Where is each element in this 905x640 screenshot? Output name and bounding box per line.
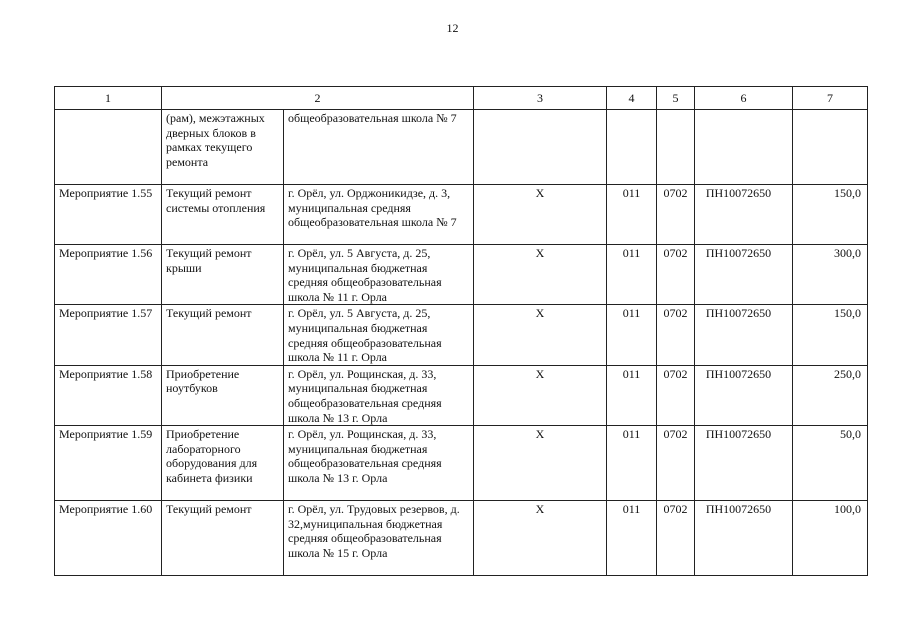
cell-col4 xyxy=(607,110,657,185)
cell-col3: Х xyxy=(474,501,607,576)
cell-col3: Х xyxy=(474,185,607,245)
header-col-2: 2 xyxy=(162,87,474,110)
cell-col4: 011 xyxy=(607,185,657,245)
header-col-5: 5 xyxy=(657,87,695,110)
cell-col6 xyxy=(695,110,793,185)
table-row xyxy=(55,305,868,365)
cell-col7: 50,0 xyxy=(793,426,868,501)
table-row xyxy=(55,110,868,185)
table-row xyxy=(55,365,868,425)
cell-col3: Х xyxy=(474,305,607,365)
cell-address: г. Орёл, ул. Рощинская, д. 33, муниципальная бюджетная общеобразовательная средняя школа № 13 г. Орла xyxy=(284,365,474,425)
cell-col7: 150,0 xyxy=(793,305,868,365)
header-col-7: 7 xyxy=(793,87,868,110)
cell-col3 xyxy=(474,110,607,185)
cell-col5: 0702 xyxy=(657,185,695,245)
cell-address: г. Орёл, ул. Орджоникидзе, д. 3, муниципальная средняя общеобразовательная школа № 7 xyxy=(284,185,474,245)
cell-description: Текущий ремонт xyxy=(162,305,284,365)
cell-col3: Х xyxy=(474,426,607,501)
header-col-3: 3 xyxy=(474,87,607,110)
cell-event: Мероприятие 1.60 xyxy=(55,501,162,576)
cell-description: Текущий ремонт системы отопления xyxy=(162,185,284,245)
table-row xyxy=(55,426,868,501)
cell-col7: 100,0 xyxy=(793,501,868,576)
cell-col5: 0702 xyxy=(657,501,695,576)
cell-description: Приобретение ноутбуков xyxy=(162,365,284,425)
header-col-6: 6 xyxy=(695,87,793,110)
header-row xyxy=(55,87,868,110)
cell-col4: 011 xyxy=(607,426,657,501)
cell-col4: 011 xyxy=(607,245,657,305)
cell-description: Приобретение лабораторного оборудования для кабинета физики xyxy=(162,426,284,501)
cell-address: общеобразовательная школа № 7 xyxy=(284,110,474,185)
page-number: 12 xyxy=(446,21,459,35)
cell-col7: 250,0 xyxy=(793,365,868,425)
cell-col7: 300,0 xyxy=(793,245,868,305)
cell-col3: Х xyxy=(474,245,607,305)
cell-address: г. Орёл, ул. 5 Августа, д. 25, муниципальная бюджетная средняя общеобразовательная школа № 11 г. Орла xyxy=(284,305,474,365)
cell-event: Мероприятие 1.57 xyxy=(55,305,162,365)
cell-col7: 150,0 xyxy=(793,185,868,245)
cell-event: Мероприятие 1.58 xyxy=(55,365,162,425)
cell-col4: 011 xyxy=(607,501,657,576)
table-row xyxy=(55,185,868,245)
cell-address: г. Орёл, ул. Рощинская, д. 33, муниципальная бюджетная общеобразовательная средняя школа № 13 г. Орла xyxy=(284,426,474,501)
cell-col4: 011 xyxy=(607,365,657,425)
cell-event xyxy=(55,110,162,185)
table-row xyxy=(55,245,868,305)
cell-col6: ПН10072650 xyxy=(695,185,793,245)
cell-address: г. Орёл, ул. Трудовых резервов, д. 32,муниципальная бюджетная средняя общеобразовательная школа № 15 г. Орла xyxy=(284,501,474,576)
cell-col4: 011 xyxy=(607,305,657,365)
cell-col7 xyxy=(793,110,868,185)
cell-col5: 0702 xyxy=(657,305,695,365)
table-row xyxy=(55,501,868,576)
cell-col5 xyxy=(657,110,695,185)
cell-event: Мероприятие 1.55 xyxy=(55,185,162,245)
cell-description: Текущий ремонт крыши xyxy=(162,245,284,305)
budget-table xyxy=(54,86,868,576)
cell-col6: ПН10072650 xyxy=(695,426,793,501)
cell-description: (рам), межэтажных дверных блоков в рамках текущего ремонта xyxy=(162,110,284,185)
cell-col6: ПН10072650 xyxy=(695,365,793,425)
cell-col6: ПН10072650 xyxy=(695,245,793,305)
cell-col5: 0702 xyxy=(657,365,695,425)
header-col-4: 4 xyxy=(607,87,657,110)
cell-col6: ПН10072650 xyxy=(695,305,793,365)
cell-event: Мероприятие 1.56 xyxy=(55,245,162,305)
cell-col5: 0702 xyxy=(657,426,695,501)
cell-col5: 0702 xyxy=(657,245,695,305)
cell-col6: ПН10072650 xyxy=(695,501,793,576)
cell-col3: Х xyxy=(474,365,607,425)
cell-address: г. Орёл, ул. 5 Августа, д. 25, муниципальная бюджетная средняя общеобразовательная школа № 11 г. Орла xyxy=(284,245,474,305)
cell-event: Мероприятие 1.59 xyxy=(55,426,162,501)
cell-description: Текущий ремонт xyxy=(162,501,284,576)
header-col-1: 1 xyxy=(55,87,162,110)
